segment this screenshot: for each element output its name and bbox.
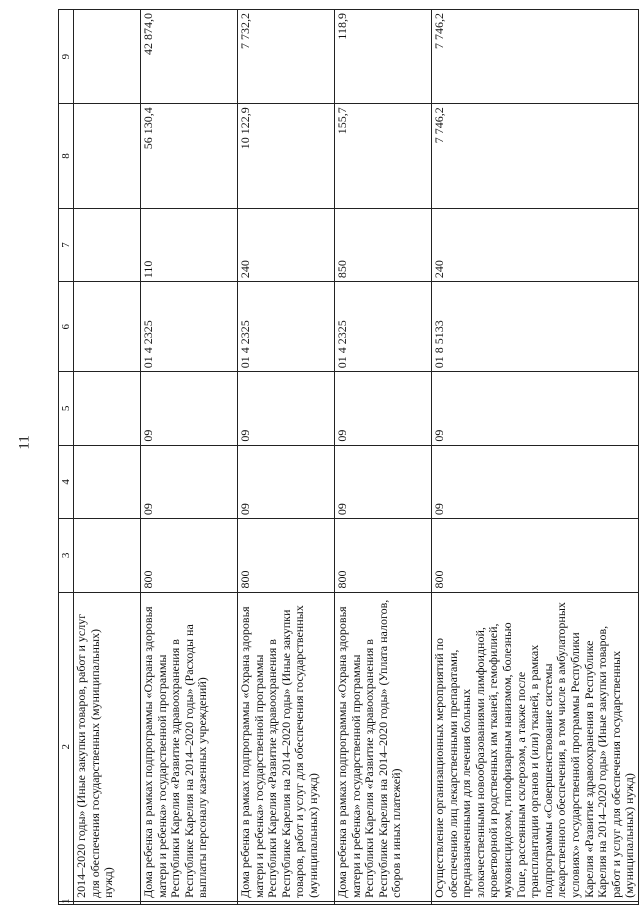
row-col-7 bbox=[74, 208, 141, 281]
row-col-6: 01 4 2325 bbox=[335, 282, 432, 372]
row-col-4: 09 bbox=[238, 445, 335, 518]
row-col-6: 01 4 2325 bbox=[238, 282, 335, 372]
row-col-7: 240 bbox=[238, 208, 335, 281]
row-col-7: 110 bbox=[141, 208, 238, 281]
row-col-3: 800 bbox=[141, 519, 238, 592]
row-description: Дома ребенка в рамках подпрограммы «Охрана здоровья матери и ребенка» государственной программы Республики Карелия «Развитие здравоохранения в Республике Карелия на 2014–2020 годы» (Иные закупки товаров, работ и услуг для обеспечения государственных (муниципальных) нужд) bbox=[238, 592, 335, 901]
row-col-8: 7 746,2 bbox=[432, 104, 639, 209]
row-col-6 bbox=[74, 282, 141, 372]
row-col-5: 09 bbox=[141, 372, 238, 445]
row-col-1 bbox=[74, 901, 141, 904]
row-col-9 bbox=[74, 10, 141, 104]
row-col-9: 7 732,2 bbox=[238, 10, 335, 104]
row-description: Дома ребенка в рамках подпрограммы «Охрана здоровья матери и ребенка» государственной программы Республики Карелия «Развитие здравоохранения в Республике Карелия на 2014–2020 годы» (Расходы на выплаты персоналу казенных учреждений) bbox=[141, 592, 238, 901]
header-col-6: 6 bbox=[59, 282, 74, 372]
header-col-4: 4 bbox=[59, 445, 74, 518]
row-col-3 bbox=[74, 519, 141, 592]
table-row bbox=[74, 10, 141, 905]
table-row bbox=[238, 10, 335, 905]
header-col-2: 2 bbox=[59, 592, 74, 901]
table-row bbox=[141, 10, 238, 905]
header-col-7: 7 bbox=[59, 208, 74, 281]
row-col-9: 7 746,2 bbox=[432, 10, 639, 104]
row-description: Дома ребенка в рамках подпрограммы «Охрана здоровья матери и ребенка» государственной программы Республики Карелия «Развитие здравоохранения в Республике Карелия на 2014–2020 годы» (Уплата налогов, сборов и иных платежей) bbox=[335, 592, 432, 901]
row-col-7: 240 bbox=[432, 208, 639, 281]
row-col-5: 09 bbox=[238, 372, 335, 445]
row-col-5: 09 bbox=[335, 372, 432, 445]
table-row bbox=[335, 10, 432, 905]
row-description: Осуществление организационных мероприятий по обеспечению лиц лекарственными препаратами, предназначенными для лечения больных злокачественными новообразованиями лимфоидной, кроветворной и родственных им тканей, гемофилией, муковисцидозом, гипофизарным нанизмом, болезнью Гоше, рассеянным склерозом, а также после трансплантации органов и (или) тканей, в рамках подпрограммы «Совершенствование системы лекарственного обеспечения, в том числе в амбулаторных условиях» государственной программы Республики Карелия «Развитие здравоохранения в Республике Карелия на 2014–2020 годы» (Иные закупки товаров, работ и услуг для обеспечения государственных (муниципальных) нужд) bbox=[432, 592, 639, 901]
row-col-8: 56 130,4 bbox=[141, 104, 238, 209]
row-col-8: 155,7 bbox=[335, 104, 432, 209]
row-col-3: 800 bbox=[432, 519, 639, 592]
header-col-9: 9 bbox=[59, 10, 74, 104]
row-col-9: 118,9 bbox=[335, 10, 432, 104]
row-col-8: 10 122,9 bbox=[238, 104, 335, 209]
row-col-9: 42 874,0 bbox=[141, 10, 238, 104]
budget-table bbox=[58, 9, 639, 905]
header-col-8: 8 bbox=[59, 104, 74, 209]
header-col-5: 5 bbox=[59, 372, 74, 445]
row-col-6: 01 8 5133 bbox=[432, 282, 639, 372]
row-col-5: 09 bbox=[432, 372, 639, 445]
row-col-4 bbox=[74, 445, 141, 518]
rotated-table-wrapper bbox=[58, 9, 637, 905]
row-col-1 bbox=[141, 901, 238, 904]
row-col-4: 09 bbox=[141, 445, 238, 518]
header-col-3: 3 bbox=[59, 519, 74, 592]
row-col-1 bbox=[335, 901, 432, 904]
row-col-4: 09 bbox=[335, 445, 432, 518]
row-col-1 bbox=[432, 901, 639, 904]
row-description: 2014–2020 годы» (Иные закупки товаров, работ и услуг для обеспечения государственных (муниципальных) нужд) bbox=[74, 592, 141, 901]
page-number: 11 bbox=[16, 435, 33, 450]
row-col-5 bbox=[74, 372, 141, 445]
header-col-1: 1 bbox=[60, 898, 72, 904]
row-col-8 bbox=[74, 104, 141, 209]
table-header-row bbox=[59, 10, 74, 905]
row-col-3: 800 bbox=[238, 519, 335, 592]
row-col-6: 01 4 2325 bbox=[141, 282, 238, 372]
row-col-7: 850 bbox=[335, 208, 432, 281]
table-row bbox=[432, 10, 639, 905]
row-col-3: 800 bbox=[335, 519, 432, 592]
row-col-1 bbox=[238, 901, 335, 904]
row-col-4: 09 bbox=[432, 445, 639, 518]
